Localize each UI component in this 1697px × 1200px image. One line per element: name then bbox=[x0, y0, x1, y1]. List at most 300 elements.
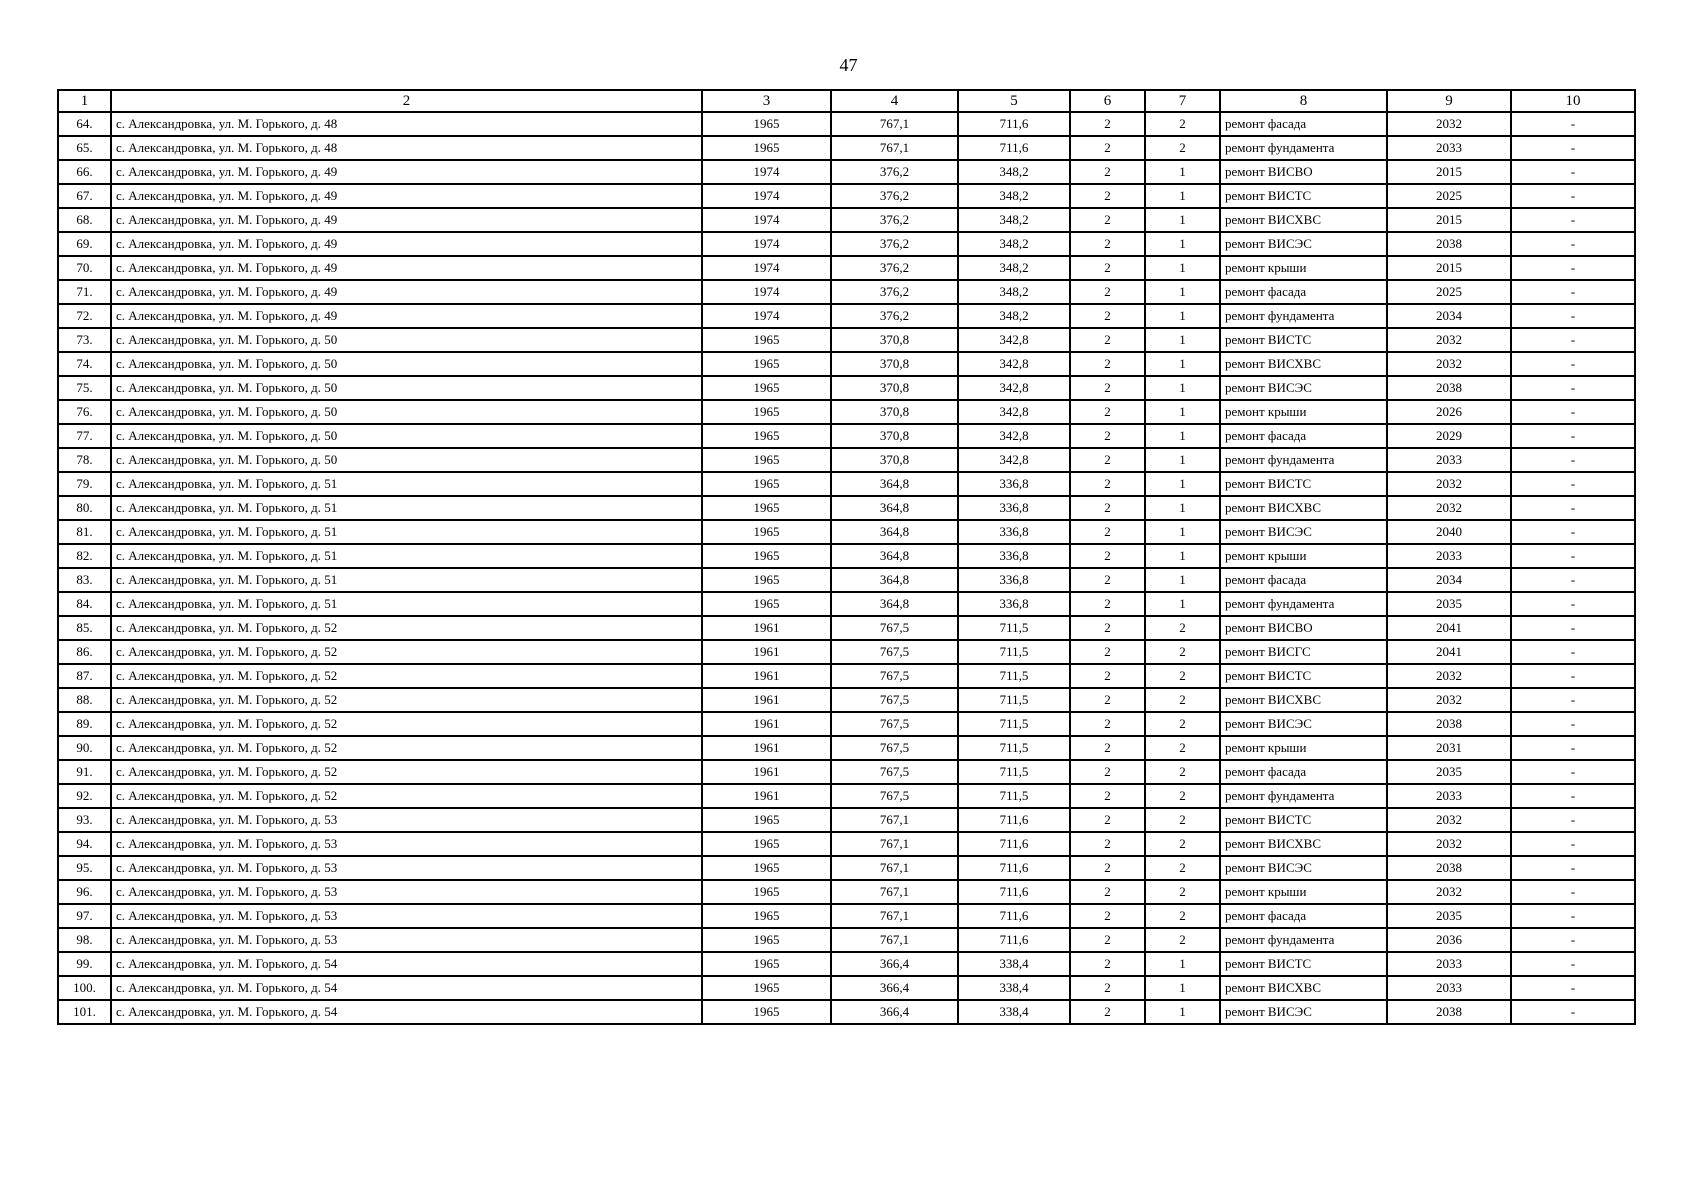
work-type-cell: ремонт фундамента bbox=[1220, 304, 1387, 328]
row-number-cell: 86. bbox=[58, 640, 111, 664]
planned-year-cell: 2033 bbox=[1387, 952, 1511, 976]
table-row bbox=[58, 712, 1635, 736]
floors-cell: 2 bbox=[1070, 928, 1145, 952]
total-area-cell: 767,5 bbox=[831, 760, 958, 784]
table-row bbox=[58, 352, 1635, 376]
address-cell: с. Александровка, ул. М. Горького, д. 53 bbox=[111, 832, 702, 856]
floors-cell: 2 bbox=[1070, 112, 1145, 136]
note-cell: - bbox=[1511, 376, 1635, 400]
planned-year-cell: 2033 bbox=[1387, 784, 1511, 808]
entrances-cell: 2 bbox=[1145, 928, 1220, 952]
address-cell: с. Александровка, ул. М. Горького, д. 52 bbox=[111, 760, 702, 784]
planned-year-cell: 2035 bbox=[1387, 760, 1511, 784]
table-row bbox=[58, 760, 1635, 784]
living-area-cell: 348,2 bbox=[958, 184, 1070, 208]
total-area-cell: 767,5 bbox=[831, 688, 958, 712]
table-row bbox=[58, 328, 1635, 352]
note-cell: - bbox=[1511, 952, 1635, 976]
year-built-cell: 1961 bbox=[702, 640, 831, 664]
planned-year-cell: 2032 bbox=[1387, 328, 1511, 352]
table-row bbox=[58, 664, 1635, 688]
work-type-cell: ремонт ВИСТС bbox=[1220, 808, 1387, 832]
note-cell: - bbox=[1511, 760, 1635, 784]
work-type-cell: ремонт ВИСТС bbox=[1220, 952, 1387, 976]
work-type-cell: ремонт фасада bbox=[1220, 112, 1387, 136]
year-built-cell: 1961 bbox=[702, 760, 831, 784]
work-type-cell: ремонт ВИСХВС bbox=[1220, 352, 1387, 376]
row-number-cell: 99. bbox=[58, 952, 111, 976]
year-built-cell: 1965 bbox=[702, 928, 831, 952]
work-type-cell: ремонт ВИСХВС bbox=[1220, 976, 1387, 1000]
year-built-cell: 1965 bbox=[702, 448, 831, 472]
year-built-cell: 1965 bbox=[702, 1000, 831, 1024]
address-cell: с. Александровка, ул. М. Горького, д. 52 bbox=[111, 640, 702, 664]
work-type-cell: ремонт ВИСЭС bbox=[1220, 520, 1387, 544]
address-cell: с. Александровка, ул. М. Горького, д. 50 bbox=[111, 376, 702, 400]
living-area-cell: 336,8 bbox=[958, 544, 1070, 568]
note-cell: - bbox=[1511, 520, 1635, 544]
living-area-cell: 711,5 bbox=[958, 712, 1070, 736]
floors-cell: 2 bbox=[1070, 472, 1145, 496]
planned-year-cell: 2032 bbox=[1387, 664, 1511, 688]
living-area-cell: 711,5 bbox=[958, 688, 1070, 712]
address-cell: с. Александровка, ул. М. Горького, д. 54 bbox=[111, 976, 702, 1000]
year-built-cell: 1965 bbox=[702, 352, 831, 376]
living-area-cell: 348,2 bbox=[958, 256, 1070, 280]
row-number-cell: 82. bbox=[58, 544, 111, 568]
row-number-cell: 85. bbox=[58, 616, 111, 640]
row-number-cell: 76. bbox=[58, 400, 111, 424]
planned-year-cell: 2038 bbox=[1387, 856, 1511, 880]
entrances-cell: 1 bbox=[1145, 952, 1220, 976]
address-cell: с. Александровка, ул. М. Горького, д. 49 bbox=[111, 184, 702, 208]
planned-year-cell: 2031 bbox=[1387, 736, 1511, 760]
floors-cell: 2 bbox=[1070, 712, 1145, 736]
row-number-cell: 94. bbox=[58, 832, 111, 856]
living-area-cell: 336,8 bbox=[958, 520, 1070, 544]
entrances-cell: 2 bbox=[1145, 784, 1220, 808]
living-area-cell: 342,8 bbox=[958, 352, 1070, 376]
year-built-cell: 1965 bbox=[702, 544, 831, 568]
work-type-cell: ремонт ВИСХВС bbox=[1220, 832, 1387, 856]
table-row bbox=[58, 808, 1635, 832]
living-area-cell: 711,5 bbox=[958, 760, 1070, 784]
entrances-cell: 1 bbox=[1145, 472, 1220, 496]
work-type-cell: ремонт фасада bbox=[1220, 568, 1387, 592]
entrances-cell: 1 bbox=[1145, 280, 1220, 304]
living-area-cell: 711,6 bbox=[958, 904, 1070, 928]
note-cell: - bbox=[1511, 856, 1635, 880]
table-row bbox=[58, 952, 1635, 976]
living-area-cell: 336,8 bbox=[958, 568, 1070, 592]
floors-cell: 2 bbox=[1070, 208, 1145, 232]
work-type-cell: ремонт ВИСВО bbox=[1220, 160, 1387, 184]
year-built-cell: 1965 bbox=[702, 952, 831, 976]
year-built-cell: 1965 bbox=[702, 472, 831, 496]
work-type-cell: ремонт фундамента bbox=[1220, 784, 1387, 808]
table-row bbox=[58, 592, 1635, 616]
planned-year-cell: 2032 bbox=[1387, 832, 1511, 856]
row-number-cell: 93. bbox=[58, 808, 111, 832]
entrances-cell: 1 bbox=[1145, 400, 1220, 424]
table-row bbox=[58, 424, 1635, 448]
living-area-cell: 336,8 bbox=[958, 496, 1070, 520]
total-area-cell: 767,1 bbox=[831, 112, 958, 136]
total-area-cell: 376,2 bbox=[831, 280, 958, 304]
year-built-cell: 1974 bbox=[702, 232, 831, 256]
entrances-cell: 2 bbox=[1145, 856, 1220, 880]
work-type-cell: ремонт ВИСХВС bbox=[1220, 688, 1387, 712]
entrances-cell: 1 bbox=[1145, 184, 1220, 208]
living-area-cell: 342,8 bbox=[958, 424, 1070, 448]
year-built-cell: 1974 bbox=[702, 280, 831, 304]
table-row bbox=[58, 784, 1635, 808]
row-number-cell: 96. bbox=[58, 880, 111, 904]
work-type-cell: ремонт ВИСВО bbox=[1220, 616, 1387, 640]
note-cell: - bbox=[1511, 1000, 1635, 1024]
planned-year-cell: 2035 bbox=[1387, 904, 1511, 928]
living-area-cell: 348,2 bbox=[958, 304, 1070, 328]
year-built-cell: 1965 bbox=[702, 136, 831, 160]
note-cell: - bbox=[1511, 328, 1635, 352]
entrances-cell: 1 bbox=[1145, 520, 1220, 544]
planned-year-cell: 2025 bbox=[1387, 184, 1511, 208]
planned-year-cell: 2034 bbox=[1387, 304, 1511, 328]
table-row bbox=[58, 376, 1635, 400]
address-cell: с. Александровка, ул. М. Горького, д. 51 bbox=[111, 496, 702, 520]
living-area-cell: 342,8 bbox=[958, 328, 1070, 352]
work-type-cell: ремонт фундамента bbox=[1220, 928, 1387, 952]
repair-schedule-table bbox=[57, 89, 1636, 1025]
work-type-cell: ремонт крыши bbox=[1220, 400, 1387, 424]
table-row bbox=[58, 856, 1635, 880]
planned-year-cell: 2025 bbox=[1387, 280, 1511, 304]
floors-cell: 2 bbox=[1070, 1000, 1145, 1024]
living-area-cell: 338,4 bbox=[958, 1000, 1070, 1024]
row-number-cell: 101. bbox=[58, 1000, 111, 1024]
total-area-cell: 767,5 bbox=[831, 664, 958, 688]
work-type-cell: ремонт ВИСХВС bbox=[1220, 496, 1387, 520]
floors-cell: 2 bbox=[1070, 616, 1145, 640]
address-cell: с. Александровка, ул. М. Горького, д. 49 bbox=[111, 160, 702, 184]
planned-year-cell: 2032 bbox=[1387, 472, 1511, 496]
address-cell: с. Александровка, ул. М. Горького, д. 50 bbox=[111, 328, 702, 352]
address-cell: с. Александровка, ул. М. Горького, д. 52 bbox=[111, 688, 702, 712]
entrances-cell: 2 bbox=[1145, 832, 1220, 856]
table-row bbox=[58, 616, 1635, 640]
year-built-cell: 1965 bbox=[702, 520, 831, 544]
living-area-cell: 336,8 bbox=[958, 472, 1070, 496]
column-header: 3 bbox=[702, 90, 831, 112]
address-cell: с. Александровка, ул. М. Горького, д. 50 bbox=[111, 400, 702, 424]
floors-cell: 2 bbox=[1070, 400, 1145, 424]
address-cell: с. Александровка, ул. М. Горького, д. 50 bbox=[111, 424, 702, 448]
floors-cell: 2 bbox=[1070, 304, 1145, 328]
note-cell: - bbox=[1511, 472, 1635, 496]
row-number-cell: 79. bbox=[58, 472, 111, 496]
address-cell: с. Александровка, ул. М. Горького, д. 52 bbox=[111, 736, 702, 760]
note-cell: - bbox=[1511, 616, 1635, 640]
total-area-cell: 767,5 bbox=[831, 712, 958, 736]
table-row bbox=[58, 304, 1635, 328]
work-type-cell: ремонт ВИСЭС bbox=[1220, 376, 1387, 400]
year-built-cell: 1961 bbox=[702, 784, 831, 808]
living-area-cell: 711,5 bbox=[958, 640, 1070, 664]
work-type-cell: ремонт фасада bbox=[1220, 280, 1387, 304]
living-area-cell: 338,4 bbox=[958, 976, 1070, 1000]
note-cell: - bbox=[1511, 880, 1635, 904]
note-cell: - bbox=[1511, 736, 1635, 760]
total-area-cell: 376,2 bbox=[831, 256, 958, 280]
entrances-cell: 1 bbox=[1145, 208, 1220, 232]
total-area-cell: 767,1 bbox=[831, 880, 958, 904]
floors-cell: 2 bbox=[1070, 184, 1145, 208]
work-type-cell: ремонт ВИСТС bbox=[1220, 328, 1387, 352]
entrances-cell: 2 bbox=[1145, 112, 1220, 136]
table-row bbox=[58, 976, 1635, 1000]
entrances-cell: 2 bbox=[1145, 760, 1220, 784]
address-cell: с. Александровка, ул. М. Горького, д. 53 bbox=[111, 808, 702, 832]
total-area-cell: 767,5 bbox=[831, 616, 958, 640]
living-area-cell: 711,6 bbox=[958, 832, 1070, 856]
address-cell: с. Александровка, ул. М. Горького, д. 49 bbox=[111, 280, 702, 304]
note-cell: - bbox=[1511, 424, 1635, 448]
row-number-cell: 97. bbox=[58, 904, 111, 928]
year-built-cell: 1965 bbox=[702, 808, 831, 832]
note-cell: - bbox=[1511, 832, 1635, 856]
work-type-cell: ремонт ВИСЭС bbox=[1220, 1000, 1387, 1024]
table-row bbox=[58, 136, 1635, 160]
year-built-cell: 1965 bbox=[702, 376, 831, 400]
column-header: 7 bbox=[1145, 90, 1220, 112]
table-row bbox=[58, 232, 1635, 256]
planned-year-cell: 2035 bbox=[1387, 592, 1511, 616]
entrances-cell: 1 bbox=[1145, 232, 1220, 256]
total-area-cell: 767,1 bbox=[831, 928, 958, 952]
total-area-cell: 364,8 bbox=[831, 520, 958, 544]
work-type-cell: ремонт ВИСТС bbox=[1220, 472, 1387, 496]
year-built-cell: 1974 bbox=[702, 184, 831, 208]
year-built-cell: 1965 bbox=[702, 904, 831, 928]
planned-year-cell: 2041 bbox=[1387, 616, 1511, 640]
entrances-cell: 2 bbox=[1145, 616, 1220, 640]
address-cell: с. Александровка, ул. М. Горького, д. 49 bbox=[111, 304, 702, 328]
row-number-cell: 71. bbox=[58, 280, 111, 304]
year-built-cell: 1961 bbox=[702, 664, 831, 688]
note-cell: - bbox=[1511, 304, 1635, 328]
work-type-cell: ремонт ВИСТС bbox=[1220, 664, 1387, 688]
total-area-cell: 376,2 bbox=[831, 160, 958, 184]
planned-year-cell: 2034 bbox=[1387, 568, 1511, 592]
work-type-cell: ремонт ВИСТС bbox=[1220, 184, 1387, 208]
table-row bbox=[58, 832, 1635, 856]
table-row bbox=[58, 160, 1635, 184]
address-cell: с. Александровка, ул. М. Горького, д. 51 bbox=[111, 544, 702, 568]
living-area-cell: 348,2 bbox=[958, 160, 1070, 184]
row-number-cell: 98. bbox=[58, 928, 111, 952]
note-cell: - bbox=[1511, 712, 1635, 736]
entrances-cell: 1 bbox=[1145, 328, 1220, 352]
entrances-cell: 1 bbox=[1145, 448, 1220, 472]
year-built-cell: 1961 bbox=[702, 616, 831, 640]
work-type-cell: ремонт ВИСЭС bbox=[1220, 712, 1387, 736]
work-type-cell: ремонт фундамента bbox=[1220, 592, 1387, 616]
work-type-cell: ремонт фундамента bbox=[1220, 136, 1387, 160]
row-number-cell: 92. bbox=[58, 784, 111, 808]
living-area-cell: 711,6 bbox=[958, 880, 1070, 904]
planned-year-cell: 2033 bbox=[1387, 136, 1511, 160]
year-built-cell: 1965 bbox=[702, 832, 831, 856]
row-number-cell: 95. bbox=[58, 856, 111, 880]
note-cell: - bbox=[1511, 808, 1635, 832]
table-row bbox=[58, 904, 1635, 928]
total-area-cell: 364,8 bbox=[831, 592, 958, 616]
total-area-cell: 376,2 bbox=[831, 208, 958, 232]
row-number-cell: 74. bbox=[58, 352, 111, 376]
row-number-cell: 78. bbox=[58, 448, 111, 472]
note-cell: - bbox=[1511, 208, 1635, 232]
living-area-cell: 711,5 bbox=[958, 784, 1070, 808]
table-row bbox=[58, 1000, 1635, 1024]
address-cell: с. Александровка, ул. М. Горького, д. 52 bbox=[111, 712, 702, 736]
address-cell: с. Александровка, ул. М. Горького, д. 49 bbox=[111, 256, 702, 280]
total-area-cell: 364,8 bbox=[831, 496, 958, 520]
floors-cell: 2 bbox=[1070, 280, 1145, 304]
planned-year-cell: 2029 bbox=[1387, 424, 1511, 448]
floors-cell: 2 bbox=[1070, 256, 1145, 280]
year-built-cell: 1965 bbox=[702, 328, 831, 352]
table-row bbox=[58, 688, 1635, 712]
table-row bbox=[58, 496, 1635, 520]
entrances-cell: 1 bbox=[1145, 376, 1220, 400]
entrances-cell: 1 bbox=[1145, 352, 1220, 376]
note-cell: - bbox=[1511, 568, 1635, 592]
note-cell: - bbox=[1511, 496, 1635, 520]
row-number-cell: 72. bbox=[58, 304, 111, 328]
entrances-cell: 1 bbox=[1145, 496, 1220, 520]
entrances-cell: 2 bbox=[1145, 136, 1220, 160]
entrances-cell: 1 bbox=[1145, 1000, 1220, 1024]
planned-year-cell: 2032 bbox=[1387, 352, 1511, 376]
column-header: 10 bbox=[1511, 90, 1635, 112]
note-cell: - bbox=[1511, 160, 1635, 184]
table-row bbox=[58, 256, 1635, 280]
address-cell: с. Александровка, ул. М. Горького, д. 51 bbox=[111, 592, 702, 616]
living-area-cell: 348,2 bbox=[958, 208, 1070, 232]
entrances-cell: 1 bbox=[1145, 160, 1220, 184]
column-header: 9 bbox=[1387, 90, 1511, 112]
planned-year-cell: 2038 bbox=[1387, 376, 1511, 400]
living-area-cell: 338,4 bbox=[958, 952, 1070, 976]
total-area-cell: 370,8 bbox=[831, 400, 958, 424]
table-row bbox=[58, 736, 1635, 760]
year-built-cell: 1961 bbox=[702, 688, 831, 712]
entrances-cell: 1 bbox=[1145, 256, 1220, 280]
total-area-cell: 366,4 bbox=[831, 1000, 958, 1024]
note-cell: - bbox=[1511, 280, 1635, 304]
entrances-cell: 2 bbox=[1145, 808, 1220, 832]
floors-cell: 2 bbox=[1070, 880, 1145, 904]
address-cell: с. Александровка, ул. М. Горького, д. 49 bbox=[111, 208, 702, 232]
total-area-cell: 370,8 bbox=[831, 448, 958, 472]
year-built-cell: 1965 bbox=[702, 976, 831, 1000]
row-number-cell: 67. bbox=[58, 184, 111, 208]
work-type-cell: ремонт ВИСЭС bbox=[1220, 232, 1387, 256]
year-built-cell: 1965 bbox=[702, 880, 831, 904]
floors-cell: 2 bbox=[1070, 688, 1145, 712]
work-type-cell: ремонт крыши bbox=[1220, 544, 1387, 568]
total-area-cell: 366,4 bbox=[831, 952, 958, 976]
table-row bbox=[58, 880, 1635, 904]
note-cell: - bbox=[1511, 448, 1635, 472]
row-number-cell: 66. bbox=[58, 160, 111, 184]
total-area-cell: 364,8 bbox=[831, 544, 958, 568]
year-built-cell: 1965 bbox=[702, 568, 831, 592]
total-area-cell: 767,1 bbox=[831, 808, 958, 832]
entrances-cell: 1 bbox=[1145, 592, 1220, 616]
address-cell: с. Александровка, ул. М. Горького, д. 53 bbox=[111, 880, 702, 904]
row-number-cell: 69. bbox=[58, 232, 111, 256]
work-type-cell: ремонт крыши bbox=[1220, 736, 1387, 760]
year-built-cell: 1965 bbox=[702, 112, 831, 136]
year-built-cell: 1965 bbox=[702, 424, 831, 448]
note-cell: - bbox=[1511, 112, 1635, 136]
entrances-cell: 2 bbox=[1145, 688, 1220, 712]
note-cell: - bbox=[1511, 184, 1635, 208]
address-cell: с. Александровка, ул. М. Горького, д. 54 bbox=[111, 1000, 702, 1024]
address-cell: с. Александровка, ул. М. Горького, д. 52 bbox=[111, 616, 702, 640]
row-number-cell: 73. bbox=[58, 328, 111, 352]
address-cell: с. Александровка, ул. М. Горького, д. 48 bbox=[111, 136, 702, 160]
address-cell: с. Александровка, ул. М. Горького, д. 51 bbox=[111, 520, 702, 544]
row-number-cell: 91. bbox=[58, 760, 111, 784]
planned-year-cell: 2026 bbox=[1387, 400, 1511, 424]
total-area-cell: 376,2 bbox=[831, 232, 958, 256]
table-row bbox=[58, 640, 1635, 664]
planned-year-cell: 2032 bbox=[1387, 496, 1511, 520]
table-row bbox=[58, 280, 1635, 304]
living-area-cell: 711,6 bbox=[958, 136, 1070, 160]
note-cell: - bbox=[1511, 592, 1635, 616]
floors-cell: 2 bbox=[1070, 520, 1145, 544]
floors-cell: 2 bbox=[1070, 952, 1145, 976]
living-area-cell: 336,8 bbox=[958, 592, 1070, 616]
total-area-cell: 370,8 bbox=[831, 352, 958, 376]
year-built-cell: 1965 bbox=[702, 856, 831, 880]
living-area-cell: 348,2 bbox=[958, 232, 1070, 256]
table-row bbox=[58, 928, 1635, 952]
living-area-cell: 711,5 bbox=[958, 616, 1070, 640]
living-area-cell: 711,6 bbox=[958, 928, 1070, 952]
total-area-cell: 767,5 bbox=[831, 784, 958, 808]
note-cell: - bbox=[1511, 640, 1635, 664]
planned-year-cell: 2033 bbox=[1387, 976, 1511, 1000]
note-cell: - bbox=[1511, 688, 1635, 712]
entrances-cell: 1 bbox=[1145, 568, 1220, 592]
planned-year-cell: 2015 bbox=[1387, 256, 1511, 280]
living-area-cell: 711,6 bbox=[958, 808, 1070, 832]
column-header: 6 bbox=[1070, 90, 1145, 112]
row-number-cell: 89. bbox=[58, 712, 111, 736]
address-cell: с. Александровка, ул. М. Горького, д. 51 bbox=[111, 568, 702, 592]
entrances-cell: 2 bbox=[1145, 664, 1220, 688]
floors-cell: 2 bbox=[1070, 136, 1145, 160]
year-built-cell: 1965 bbox=[702, 400, 831, 424]
note-cell: - bbox=[1511, 904, 1635, 928]
year-built-cell: 1974 bbox=[702, 160, 831, 184]
total-area-cell: 767,1 bbox=[831, 904, 958, 928]
total-area-cell: 370,8 bbox=[831, 376, 958, 400]
